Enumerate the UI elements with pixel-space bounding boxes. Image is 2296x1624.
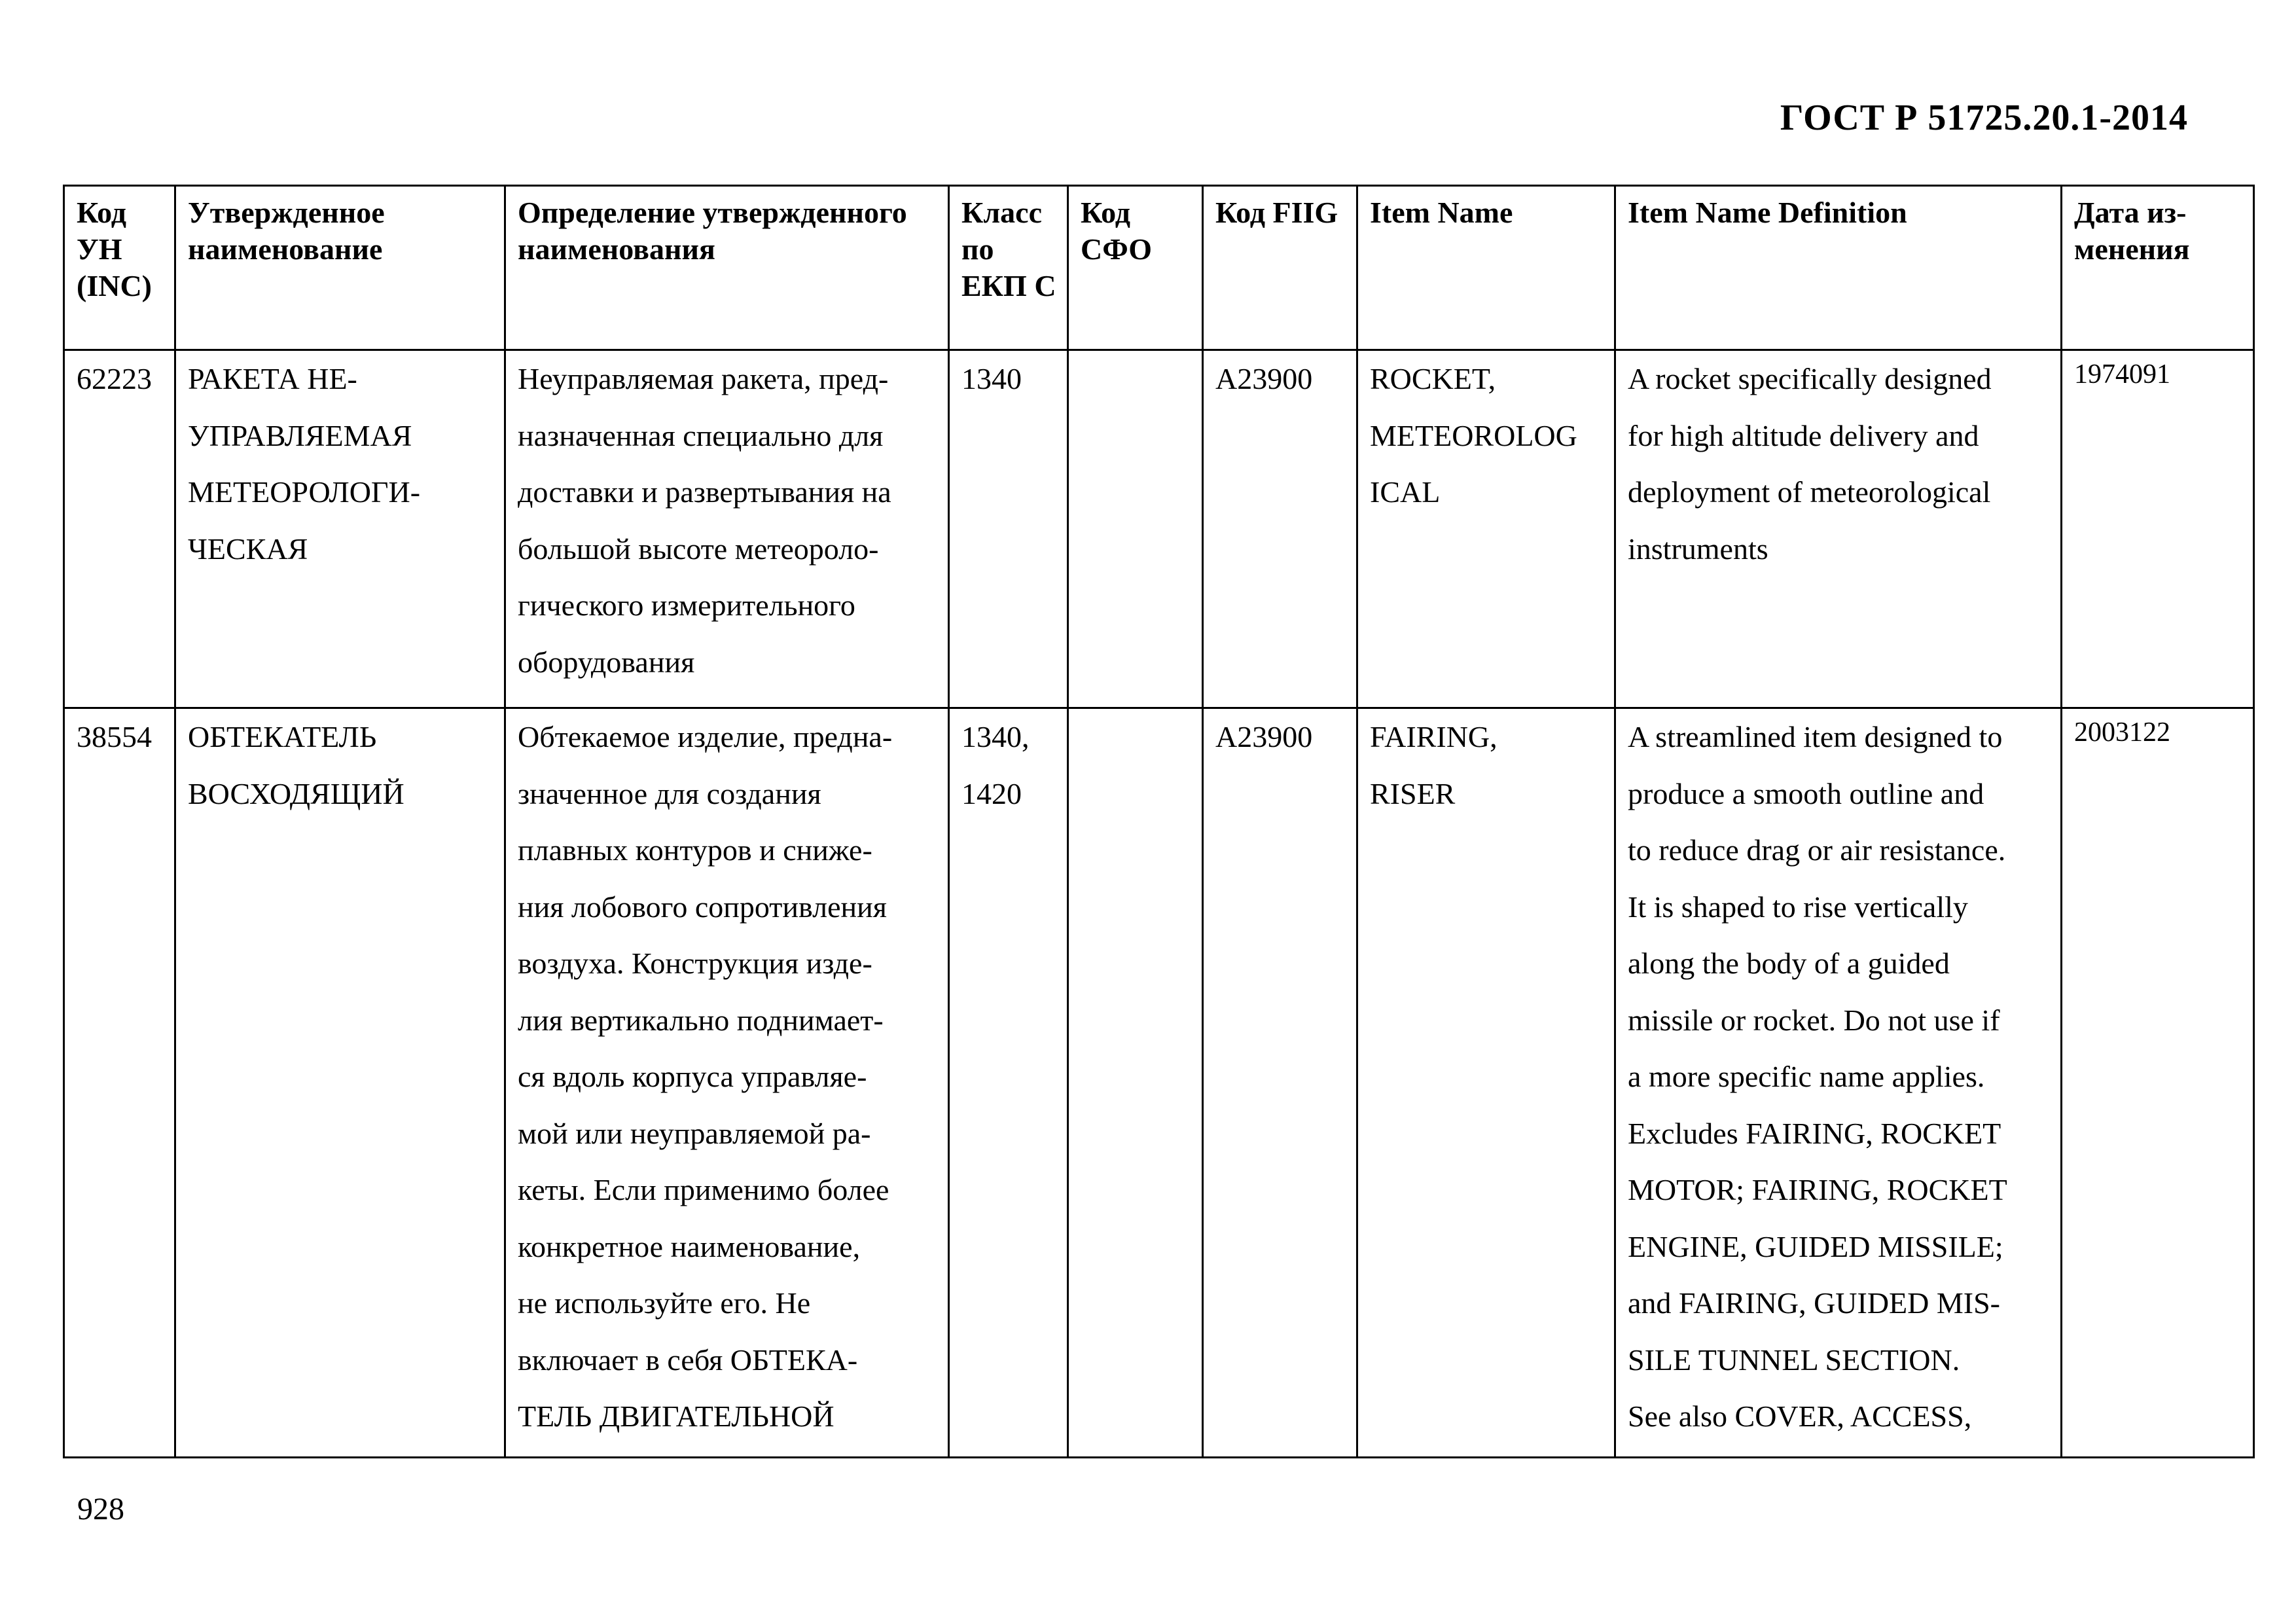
col-header-inc: Код УН (INC) <box>64 186 175 350</box>
cell-approved-name: РАКЕТА НЕ- УПРАВЛЯЕМАЯ МЕТЕОРОЛОГИ- ЧЕСКАЯ <box>175 350 505 708</box>
col-header-item-name: Item Name <box>1357 186 1615 350</box>
table-row <box>64 708 2254 1458</box>
table-row <box>64 350 2254 708</box>
cell-fiig: A23900 <box>1203 708 1357 1458</box>
cell-item-definition: A streamlined item designed to produce a smooth outline and to reduce drag or air resistance. It is shaped to rise vertically along the body of a guided missile or rocket. Do not use if a more specific name applies. Excludes FAIRING, ROCKET MOTOR; FAIRING, ROCKET ENGINE, GUIDED MISSILE; and FAIRING, GUIDED MIS- SILE TUNNEL SECTION. See also COVER, ACCESS, <box>1615 708 2062 1458</box>
document-header: ГОСТ Р 51725.20.1-2014 <box>1780 98 2188 138</box>
col-header-item-definition: Item Name Definition <box>1615 186 2062 350</box>
page-number: 928 <box>77 1492 124 1526</box>
nomenclature-table <box>63 185 2255 1458</box>
col-header-approved-name: Утвержденное наименование <box>175 186 505 350</box>
cell-inc: 62223 <box>64 350 175 708</box>
col-header-class: Класс по ЕКП С <box>949 186 1068 350</box>
col-header-fiig: Код FIIG <box>1203 186 1357 350</box>
cell-inc: 38554 <box>64 708 175 1458</box>
table-header-row <box>64 186 2254 350</box>
col-header-sfo: Код СФО <box>1068 186 1203 350</box>
cell-definition: Обтекаемое изделие, предна- значенное для создания плавных контуров и сниже- ния лобового сопротивления воздуха. Конструкция изде- лия вертикально поднимает- ся вдоль корпуса управляе- мой или неуправляемой ра- кеты. Если применимо более конкретное наименование, не используйте его. Не включает в себя ОБТЕКА- ТЕЛЬ ДВИГАТЕЛЬНОЙ <box>505 708 949 1458</box>
cell-item-definition: A rocket specifically designed for high altitude delivery and deployment of meteorological instruments <box>1615 350 2062 708</box>
cell-item-name: FAIRING, RISER <box>1357 708 1615 1458</box>
cell-sfo <box>1068 350 1203 708</box>
cell-approved-name: ОБТЕКАТЕЛЬ ВОСХОДЯЩИЙ <box>175 708 505 1458</box>
cell-date: 2003122 <box>2062 708 2254 1458</box>
col-header-date: Дата из- менения <box>2062 186 2254 350</box>
cell-fiig: A23900 <box>1203 350 1357 708</box>
cell-class: 1340 <box>949 350 1068 708</box>
col-header-definition: Определение утвержденного наименования <box>505 186 949 350</box>
cell-class: 1340, 1420 <box>949 708 1068 1458</box>
cell-sfo <box>1068 708 1203 1458</box>
cell-date: 1974091 <box>2062 350 2254 708</box>
cell-definition: Неуправляемая ракета, пред- назначенная специально для доставки и развертывания на большой высоте метеороло- гического измерительного оборудования <box>505 350 949 708</box>
cell-item-name: ROCKET, METEOROLOG ICAL <box>1357 350 1615 708</box>
